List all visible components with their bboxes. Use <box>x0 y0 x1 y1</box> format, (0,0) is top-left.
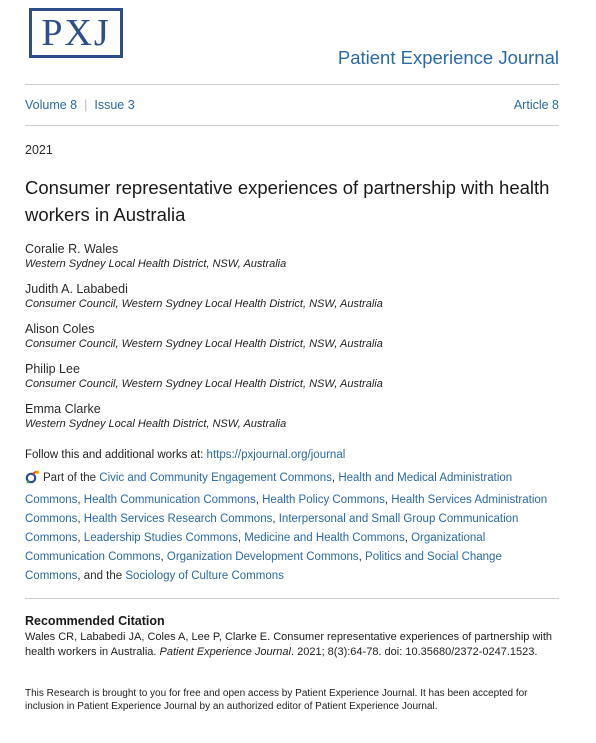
journal-title-link[interactable]: Patient Experience Journal <box>337 47 559 68</box>
author-affiliation: Western Sydney Local Health District, NSW, Australia <box>25 258 287 270</box>
citation-details: . 2021; 8(3):64-78. doi: 10.35680/2372-0247.1523. <box>290 646 538 658</box>
cover-page <box>25 0 559 713</box>
follow-line <box>25 448 559 463</box>
issue-link[interactable]: Issue 3 <box>94 98 135 112</box>
commons-link[interactable]: Interpersonal and Small Group Communication Commons <box>25 513 519 544</box>
author-affiliation: Western Sydney Local Health District, NSW, Australia <box>25 418 287 430</box>
author-name: Judith A. Lababedi <box>25 282 128 296</box>
and-the-text: and the <box>83 570 126 582</box>
open-access-icon <box>25 470 40 491</box>
citation-journal: Patient Experience Journal <box>159 646 291 658</box>
author-name: Emma Clarke <box>25 402 101 416</box>
commons-link[interactable]: Health Services Research Commons <box>83 513 273 525</box>
divider <box>25 598 559 599</box>
commons-link[interactable]: Leadership Studies Commons <box>83 532 238 544</box>
volume-issue-bar <box>25 85 559 125</box>
article-title: Consumer representative experiences of partnership with health workers in Australia <box>25 177 550 225</box>
pxj-logo[interactable]: PXJ <box>29 8 123 58</box>
article-link[interactable]: Article 8 <box>513 98 559 112</box>
author-affiliation: Consumer Council, Western Sydney Local Health District, NSW, Australia <box>25 338 383 350</box>
author-list <box>25 241 559 431</box>
author-name: Coralie R. Wales <box>25 242 119 256</box>
author-entry <box>25 401 559 431</box>
author-entry <box>25 281 559 311</box>
access-notice: This Research is brought to you for free and open access by Patient Experience Journal. It has been accepted for inclusion in Patient Experience Journal by an authorized editor of Patient Experience Journal. <box>25 688 528 712</box>
part-of-commons: Part of the Civic and Community Engagement Commons, Health and Medical Administration Commons, Health Communication Commons, Health Policy Commons, Health Services Administration Commons, Health Services Research Commons, Interpersonal and Small Group Communication Commons, Leadership Studies Commons, Medicine and Health Commons, Organizational Communication Commons, Organization Development Commons, Politics and Social Change Commons, and the Sociology of Culture Commons <box>25 472 548 582</box>
author-entry <box>25 241 559 271</box>
commons-link[interactable]: Health Policy Commons <box>262 494 385 506</box>
divider <box>25 125 559 126</box>
header <box>25 0 559 84</box>
author-name: Alison Coles <box>25 322 95 336</box>
commons-link[interactable]: Sociology of Culture Commons <box>125 570 284 582</box>
part-of-prefix: Part of the <box>43 472 100 484</box>
author-affiliation: Consumer Council, Western Sydney Local Health District, NSW, Australia <box>25 298 383 310</box>
commons-link[interactable]: Medicine and Health Commons <box>244 532 405 544</box>
publication-year: 2021 <box>25 143 53 157</box>
commons-link[interactable]: Politics and Social Change Commons <box>25 551 502 582</box>
author-entry <box>25 321 559 351</box>
citation-text: Wales CR, Lababedi JA, Coles A, Lee P, Clarke E. Consumer representative experiences of partnership with health workers in Australia. <box>25 631 553 658</box>
recommended-citation-heading: Recommended Citation <box>25 614 165 628</box>
commons-link[interactable]: Civic and Community Engagement Commons <box>99 472 332 484</box>
author-name: Philip Lee <box>25 362 80 376</box>
follow-link[interactable]: https://pxjournal.org/journal <box>206 449 346 461</box>
author-entry <box>25 361 559 391</box>
separator: | <box>84 98 88 112</box>
commons-link[interactable]: Organizational Communication Commons <box>25 532 486 563</box>
commons-link[interactable]: Health Services Administration Commons <box>25 494 548 525</box>
commons-link[interactable]: Health Communication Commons <box>83 494 256 506</box>
follow-label: Follow this and additional works at: <box>25 449 207 461</box>
recommended-citation-text <box>25 630 559 660</box>
author-affiliation: Consumer Council, Western Sydney Local Health District, NSW, Australia <box>25 378 383 390</box>
commons-link[interactable]: Health and Medical Administration Commons <box>25 472 513 506</box>
commons-link[interactable]: Organization Development Commons <box>166 551 359 563</box>
volume-link[interactable]: Volume 8 <box>25 98 78 112</box>
